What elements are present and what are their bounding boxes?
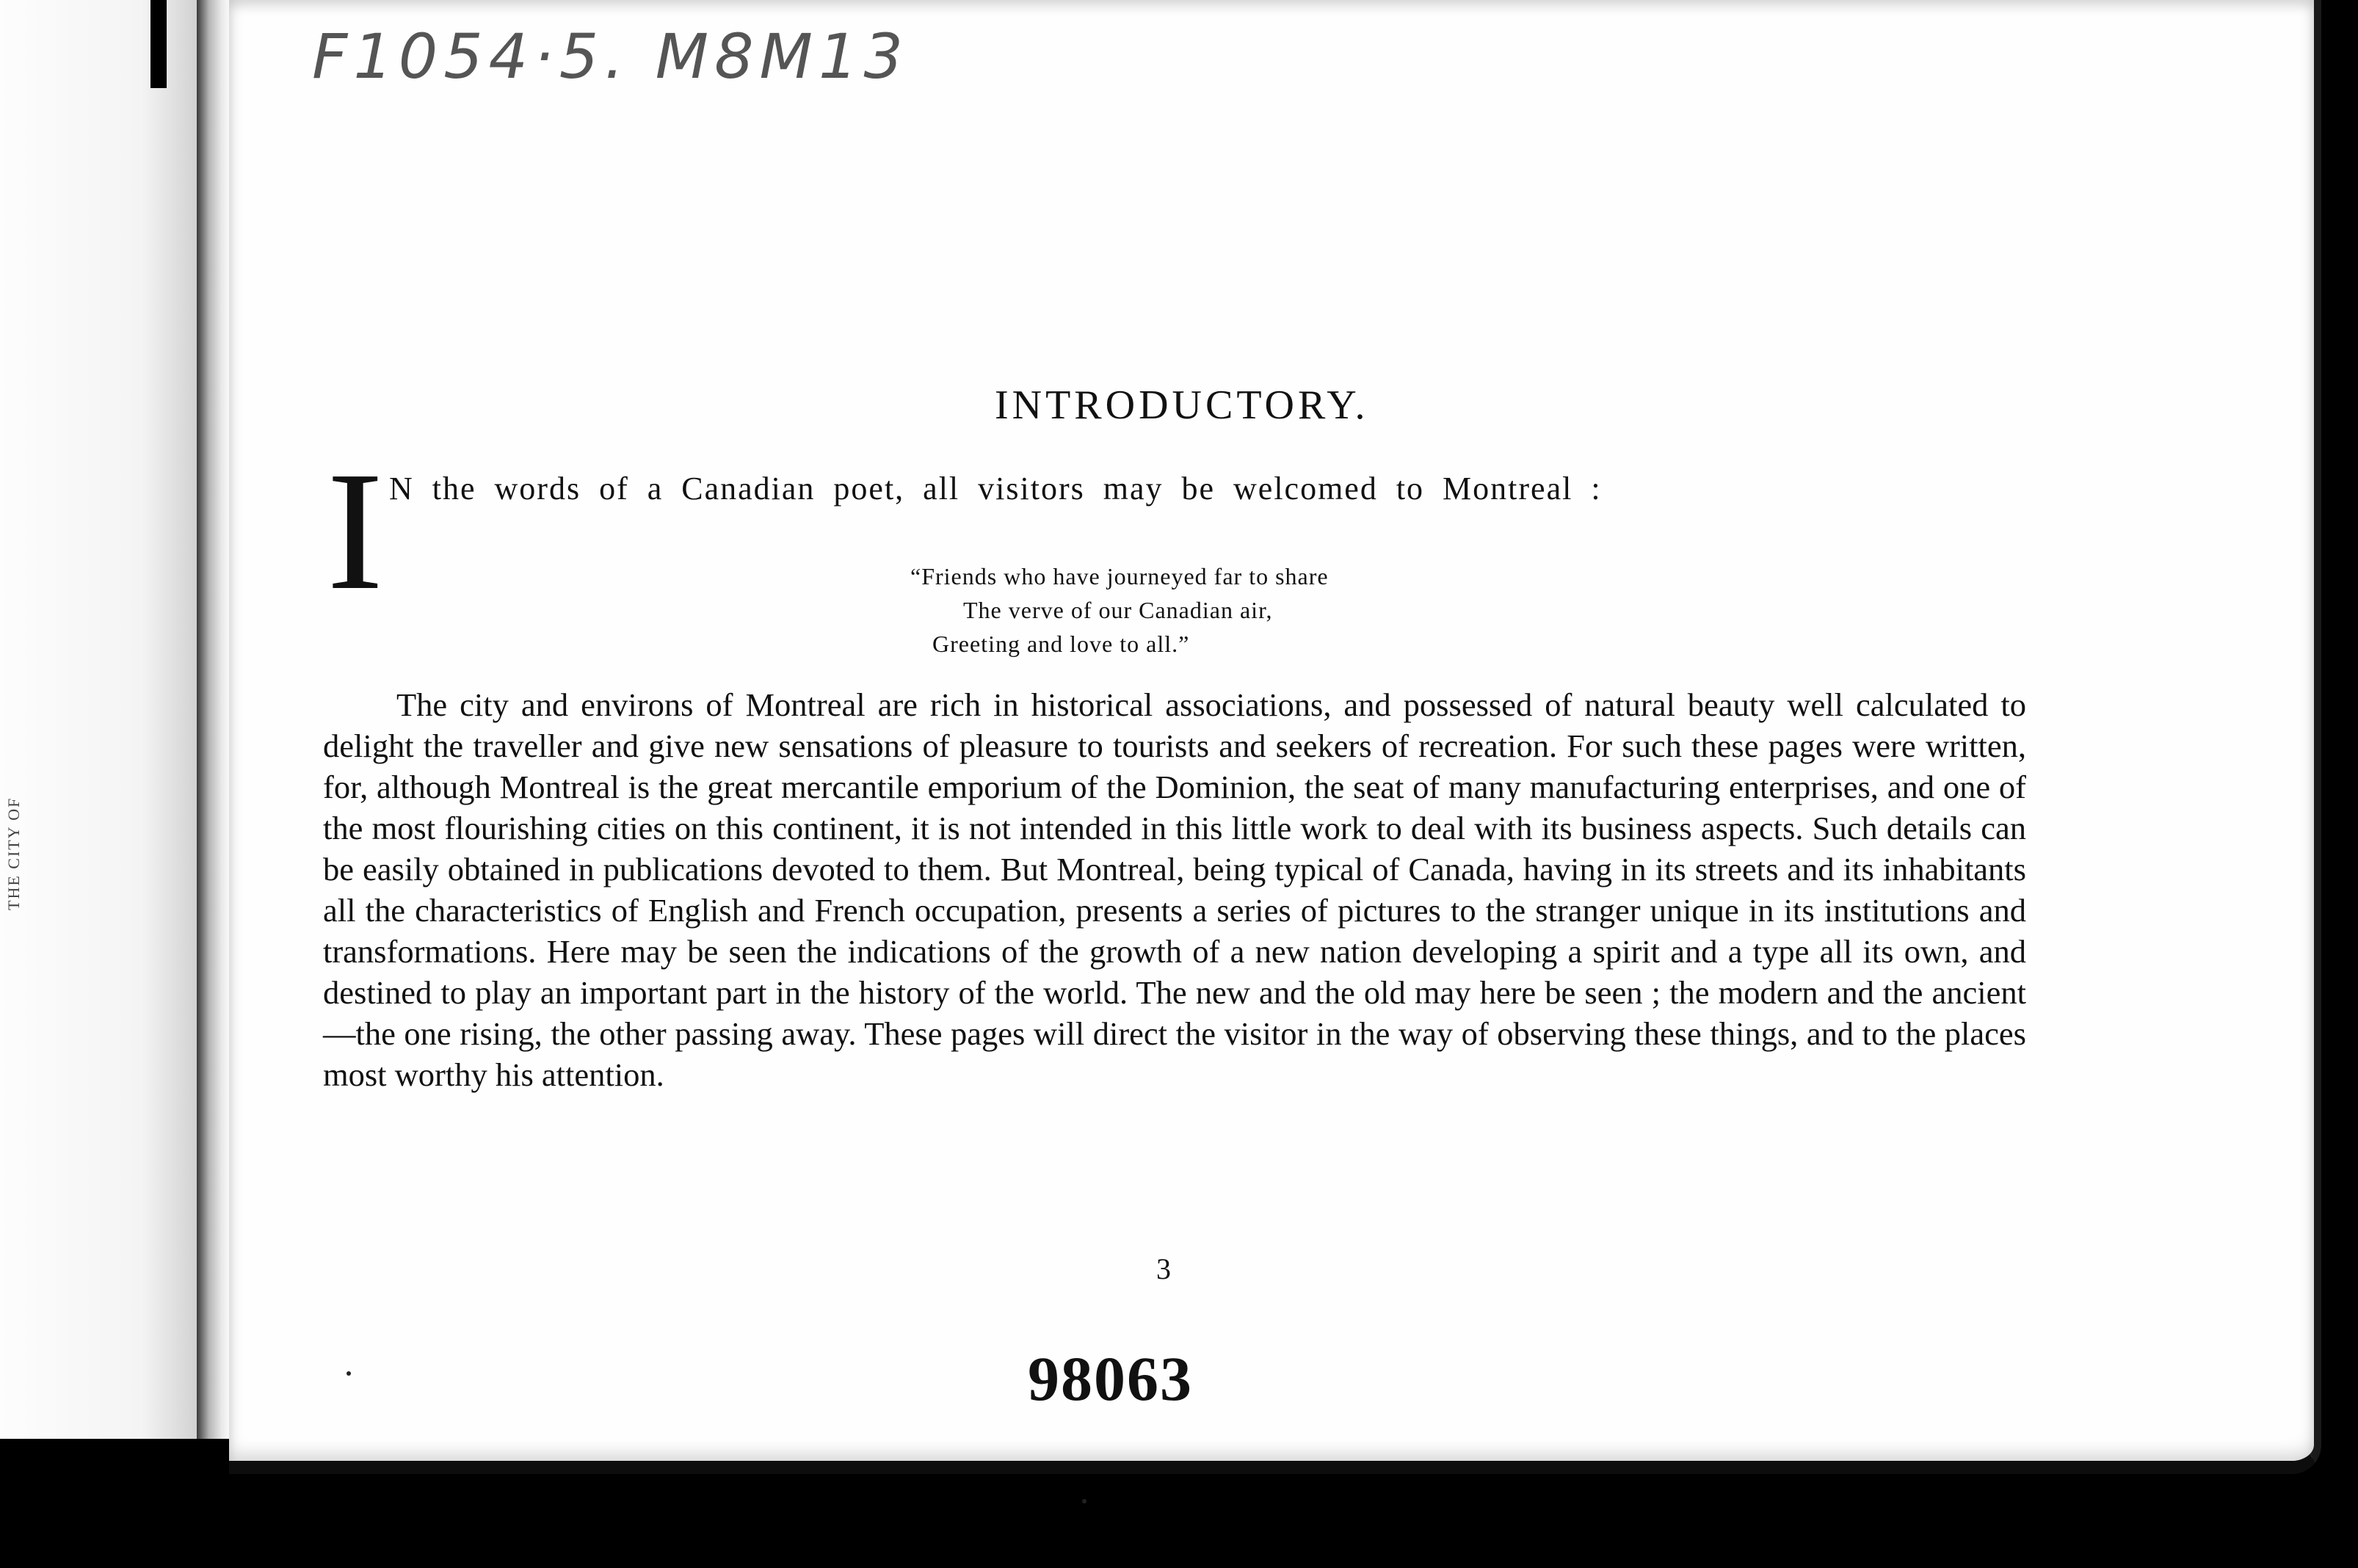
poem-line: Greeting and love to all.” <box>932 631 1190 657</box>
accession-number-stamp: 98063 <box>1028 1343 1193 1414</box>
body-paragraph: The city and environs of Montreal are rich in historical associations, and possessed of natural beauty well calculated to delight the traveller and give new sensations of pleasure to tourists and seekers of recreation. For such these pages were written, for, although Montreal is the great mercantile emporium of the Dominion, the seat of many manufacturing enterprises, and one of the most flourishing cities on this continent, it is not intended in this little work to deal with its business aspects. Such details can be easily obtained in publications devoted to them. But Montreal, being typical of Canada, having in its streets and its inhabitants all the characteristics of English and French occupation, presents a series of pictures to the stranger unique in its institutions and transformations. Here may be seen the indications of the growth of a new nation developing a spirit and a type all its own, and destined to play an important part in the history of the world. The new and the old may here be seen ; the modern and the ancient—the one rising, the other passing away. These pages will direct the visitor in the way of observing these things, and to the places most worthy his attention. <box>323 686 2026 1093</box>
handwritten-call-number: F1054·5. M8M13 <box>312 21 909 92</box>
book-gutter <box>197 0 232 1439</box>
poem-line: The verve of our Canadian air, <box>963 597 1273 623</box>
poem-quote <box>910 559 1329 661</box>
scan-speck <box>1082 1499 1087 1503</box>
left-page <box>0 0 202 1439</box>
opening-line: N the words of a Canadian poet, all visitors may be welcomed to Montreal : <box>389 471 1602 507</box>
scan-artifact <box>150 0 167 88</box>
poem-line: “Friends who have journeyed far to share <box>910 563 1329 589</box>
left-page-edge-text: THE CITY OF <box>4 796 23 910</box>
scan-speck <box>347 1371 351 1376</box>
page-title: INTRODUCTORY. <box>995 382 1369 428</box>
drop-cap: I <box>327 437 384 625</box>
page-number: 3 <box>1156 1252 1171 1285</box>
